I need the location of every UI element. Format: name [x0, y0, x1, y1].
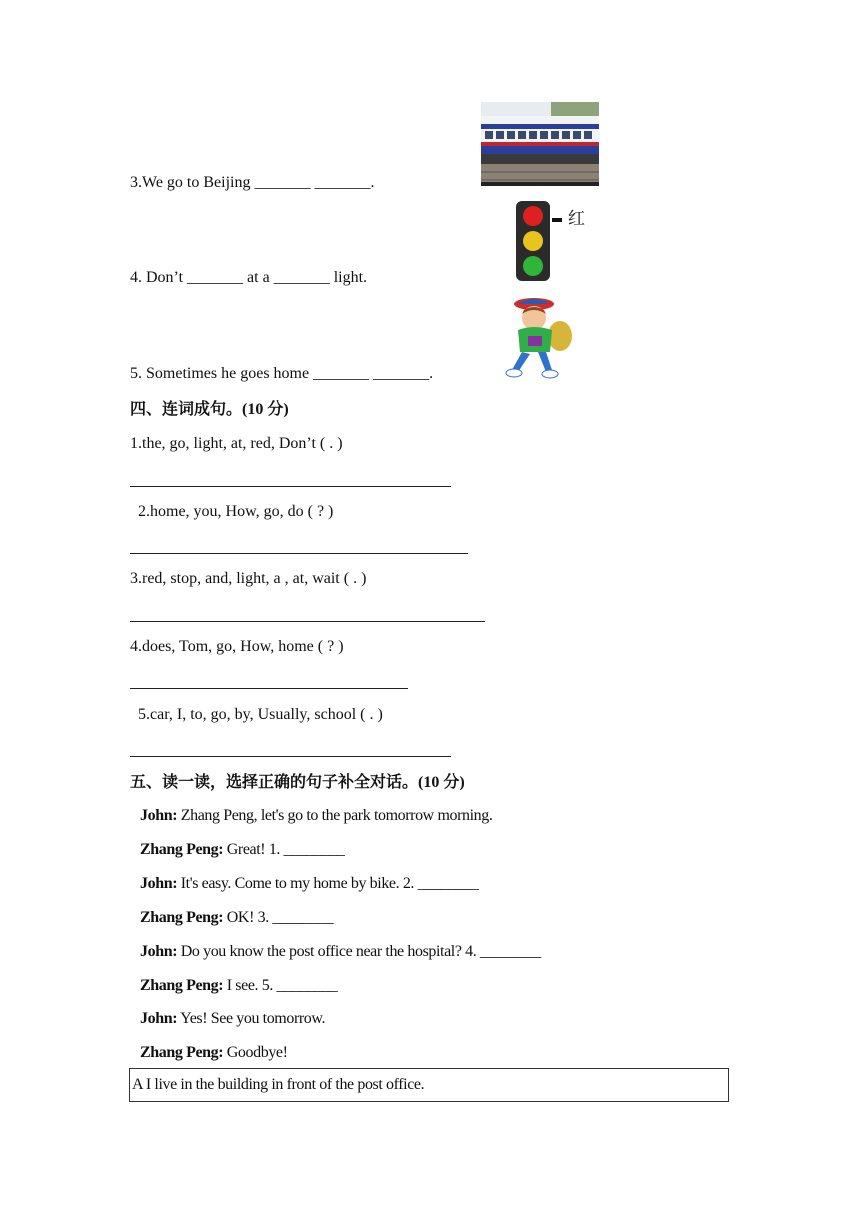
walking-boy-icon	[504, 296, 574, 380]
fill-blank-item-3: 3.We go to Beijing _______ _______.	[130, 174, 375, 191]
fill-blank-item-4: 4. Don’t _______ at a _______ light.	[130, 269, 368, 286]
dialog-line-6	[140, 976, 337, 996]
dialog-line-1	[140, 806, 492, 826]
section-5-title: 五、读一读，选择正确的句子补全对话。	[130, 772, 419, 791]
dialog-line-5	[140, 942, 541, 962]
utterance: Do you know the post office near the hospital? 4. ________	[177, 943, 541, 960]
options-table	[129, 1068, 729, 1102]
utterance: Zhang Peng, let's go to the park tomorrow morning.	[177, 807, 493, 824]
dialog-line-2	[140, 840, 344, 860]
utterance: Yes! See you tomorrow.	[177, 1010, 326, 1027]
speaker: John:	[140, 807, 178, 824]
utterance: Goodbye!	[223, 1044, 288, 1061]
dialog-line-3	[140, 874, 478, 894]
section-4-heading	[130, 399, 289, 420]
speaker: Zhang Peng:	[140, 977, 224, 994]
train-photo	[481, 102, 599, 186]
section-5-score: (10 分)	[418, 774, 465, 791]
speaker: Zhang Peng:	[140, 909, 224, 926]
answer-line-3	[130, 621, 485, 622]
reorder-item-4: 4.does, Tom, go, How, home ( ? )	[130, 638, 344, 655]
reorder-item-5: 5.car, I, to, go, by, Usually, school ( . )	[130, 706, 383, 723]
dialog-line-8	[140, 1043, 288, 1063]
fill-blank-item-5: 5. Sometimes he goes home _______ _______.	[130, 365, 434, 382]
section-4-score: (10 分)	[242, 401, 289, 418]
answer-line-5	[130, 756, 451, 757]
utterance: It's easy. Come to my home by bike. 2. ________	[177, 875, 479, 892]
speaker: Zhang Peng:	[140, 841, 224, 858]
reorder-item-3: 3.red, stop, and, light, a , at, wait ( . )	[130, 570, 367, 587]
speaker: Zhang Peng:	[140, 1044, 224, 1061]
reorder-item-2: 2.home, you, How, go, do ( ? )	[130, 503, 334, 520]
red-label: 红	[568, 209, 585, 229]
dialog-line-4	[140, 908, 333, 928]
speaker: John:	[140, 875, 178, 892]
utterance: Great! 1. ________	[223, 841, 345, 858]
speaker: John:	[140, 943, 178, 960]
option-a: A I live in the building in front of the post office.	[132, 1076, 425, 1093]
section-4-title: 四、连词成句。	[130, 399, 243, 418]
utterance: OK! 3. ________	[223, 909, 334, 926]
utterance: I see. 5. ________	[223, 977, 338, 994]
reorder-item-1: 1.the, go, light, at, red, Don’t ( . )	[130, 435, 343, 452]
dialog-line-7	[140, 1009, 325, 1029]
section-5-heading	[130, 772, 465, 793]
speaker: John:	[140, 1010, 178, 1027]
answer-line-1	[130, 486, 451, 487]
answer-line-4	[130, 688, 408, 689]
answer-line-2	[130, 553, 468, 554]
